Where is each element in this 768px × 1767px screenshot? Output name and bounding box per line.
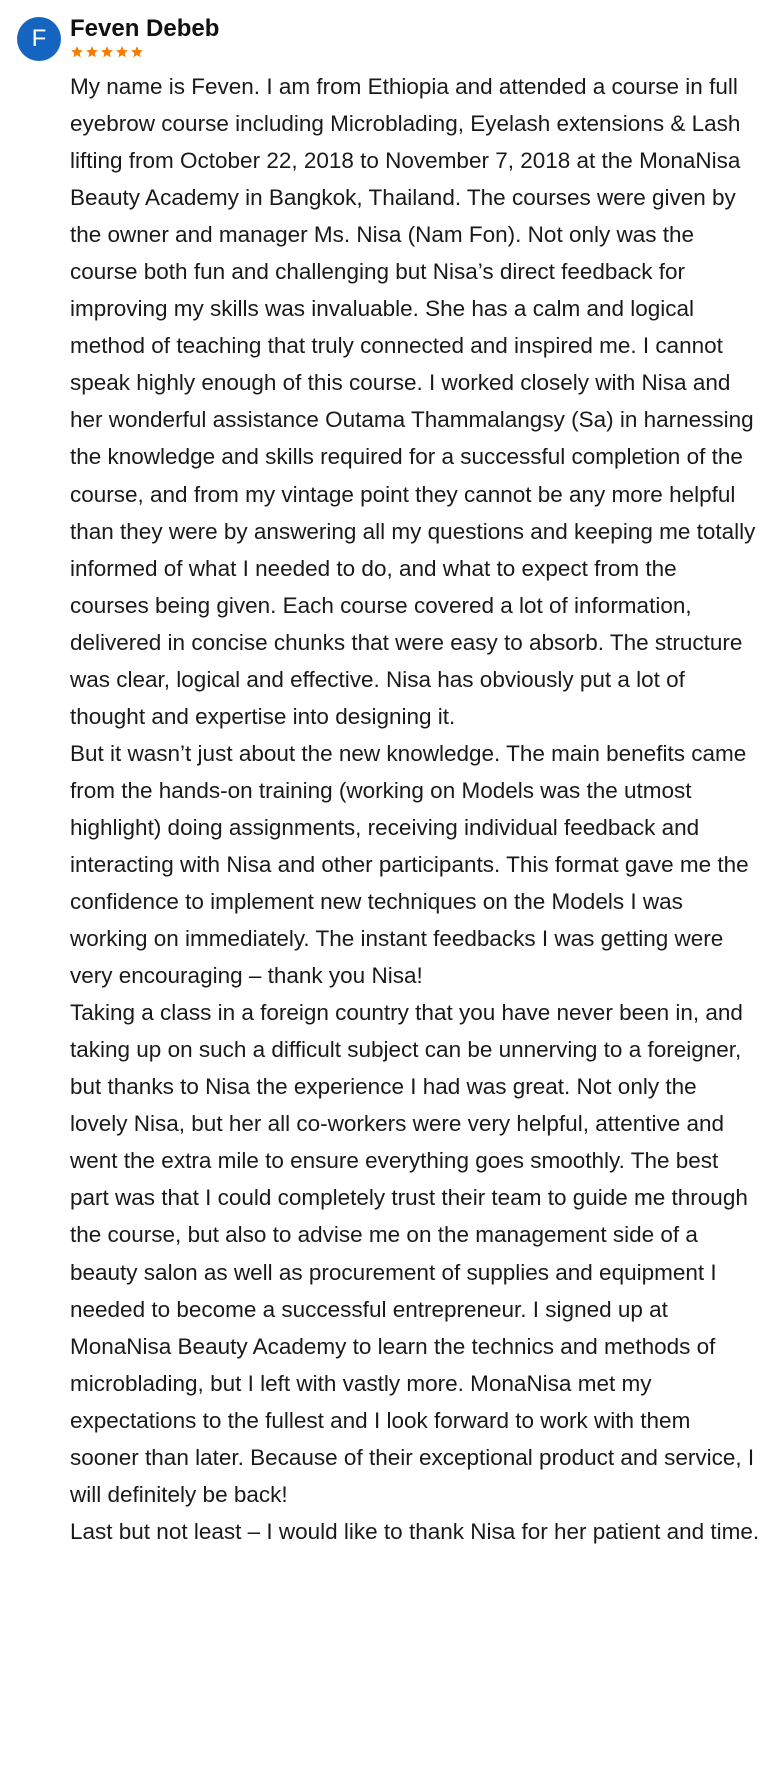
avatar[interactable]: F xyxy=(17,17,61,61)
star-icon xyxy=(100,45,114,59)
star-icon xyxy=(85,45,99,59)
star-icon xyxy=(70,45,84,59)
review-paragraph: But it wasn’t just about the new knowledge. The main benefits came from the hands-on training (working on Models was the utmost highlight) doing assignments, receiving individual feedback and interacting with Nisa and other participants. This format gave me the confidence to implement new techniques on the Models I was working on immediately. The instant feedbacks I was getting were very encouraging – thank you Nisa! xyxy=(70,740,749,989)
star-icon xyxy=(130,45,144,59)
star-rating xyxy=(70,45,144,59)
review-paragraph: Taking a class in a foreign country that you have never been in, and taking up on such a difficult subject can be unnerving to a foreigner, but thanks to Nisa the experience I had was great. Not only the lovely Nisa, but her all co-workers were very helpful, attentive and went the extra mile to ensure everything goes smoothly. The best part was that I could completely trust their team to guide me through the course, but also to advise me on the management side of a beauty salon as well as procurement of supplies and equipment I needed to become a successful entrepreneur. I signed up at MonaNisa Beauty Academy to learn the technics and methods of microblading, but I left with vastly more. MonaNisa met my expectations to the fullest and I look forward to work with them sooner than later. Because of their exceptional product and service, I will definitely be back! xyxy=(70,1000,755,1507)
review-paragraph: My name is Feven. I am from Ethiopia and attended a course in full eyebrow course including Microblading, Eyelash extensions & Lash lifting from October 22, 2018 to November 7, 2018 at the MonaNisa Beauty Academy in Bangkok, Thailand. The courses were given by the owner and manager Ms. Nisa (Nam Fon). Not only was the course both fun and challenging but Nisa’s direct feedback for improving my skills was invaluable. She has a calm and logical method of teaching that truly connected and inspired me. I cannot speak highly enough of this course. I worked closely with Nisa and her wonderful assistance Outama Thammalangsy (Sa) in harnessing the knowledge and skills required for a successful completion of the course, and from my vintage point they cannot be any more helpful than they were by answering all my questions and keeping me totally informed of what I needed to do, and what to expect from the courses being given. Each course covered a lot of information, delivered in concise chunks that were easy to absorb. The structure was clear, logical and effective. Nisa has obviously put a lot of thought and expertise into designing it. xyxy=(70,74,756,729)
star-icon xyxy=(115,45,129,59)
review-text xyxy=(70,68,760,1550)
reviewer-name[interactable]: Feven Debeb xyxy=(70,15,220,42)
review-paragraph: Last but not least – I would like to thank Nisa for her patient and time. xyxy=(70,1518,760,1544)
